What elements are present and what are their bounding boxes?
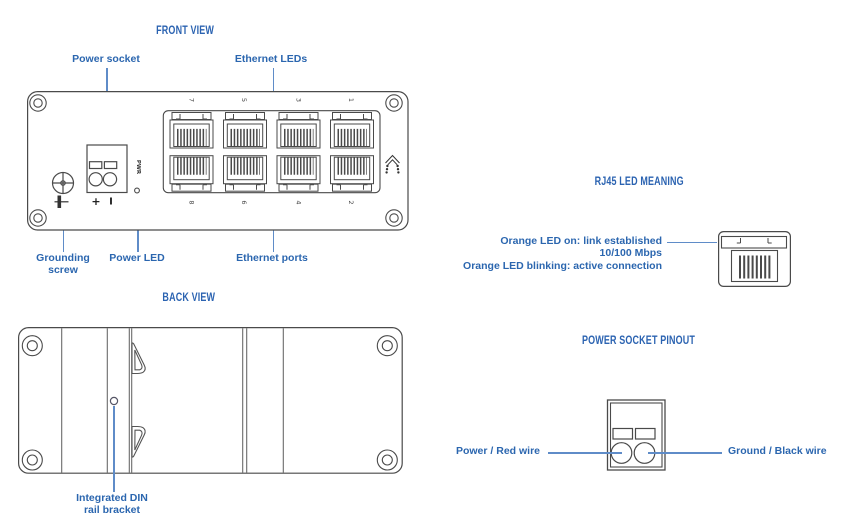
port-number: 1 [347, 97, 355, 103]
power-socket-pinout-title [539, 335, 739, 347]
label-din-line1: Integrated DIN [76, 492, 148, 504]
front-view-title [135, 25, 235, 37]
label-din-bracket [42, 493, 182, 516]
callout-line-ground-wire [648, 452, 722, 454]
label-power-red-wire: Power / Red wire [455, 445, 540, 457]
power-socket-pinout-title-text: POWER SOCKET PINOUT [582, 335, 696, 347]
callout-line-din-bracket [113, 406, 115, 492]
rj45-led-line1: Orange LED on: link established [500, 235, 662, 247]
rj45-led-meaning-title [539, 176, 739, 188]
label-ethernet-leds: Ethernet LEDs [234, 53, 308, 65]
back-view-title-text: BACK VIEW [162, 292, 216, 304]
back-view-title [139, 292, 239, 304]
label-din-line2: rail bracket [83, 503, 141, 516]
label-grounding-screw-line2: screw [48, 263, 78, 276]
pwr-label: PWR [135, 159, 141, 175]
minus-terminal-label: I [109, 196, 113, 208]
plus-terminal-label: + [91, 195, 101, 208]
label-power-socket: Power socket [72, 53, 140, 65]
grounding-screw-icon [53, 173, 74, 194]
label-ethernet-ports: Ethernet ports [236, 252, 308, 264]
rj45-led-meaning-title-text: RJ45 LED MEANING [594, 176, 684, 188]
port-number: 3 [294, 97, 303, 103]
back-panel-outline [19, 328, 403, 474]
rj45-led-meaning-text [410, 235, 662, 272]
rj45-connector-drawing [718, 231, 791, 287]
port-number: 7 [187, 97, 196, 103]
label-power-led: Power LED [109, 252, 165, 264]
rj45-led-line3: Orange LED blinking: active connection [463, 259, 662, 272]
label-grounding-screw-line1: Grounding [36, 252, 90, 264]
label-ground-black-wire: Ground / Black wire [728, 445, 827, 457]
port-number: 6 [240, 200, 248, 205]
pinout-socket-drawing [605, 398, 667, 472]
front-view-title-text: FRONT VIEW [156, 25, 214, 37]
front-panel-drawing [27, 91, 409, 231]
rj45-led-line2: 10/100 Mbps [599, 247, 662, 260]
port-number: 5 [240, 97, 248, 103]
callout-line-power-wire [548, 452, 622, 454]
port-number: 4 [294, 200, 303, 205]
back-panel-drawing [18, 327, 403, 474]
port-number: 2 [347, 200, 355, 205]
port-number: 8 [187, 200, 196, 205]
callout-line-rj45-led [667, 242, 717, 244]
